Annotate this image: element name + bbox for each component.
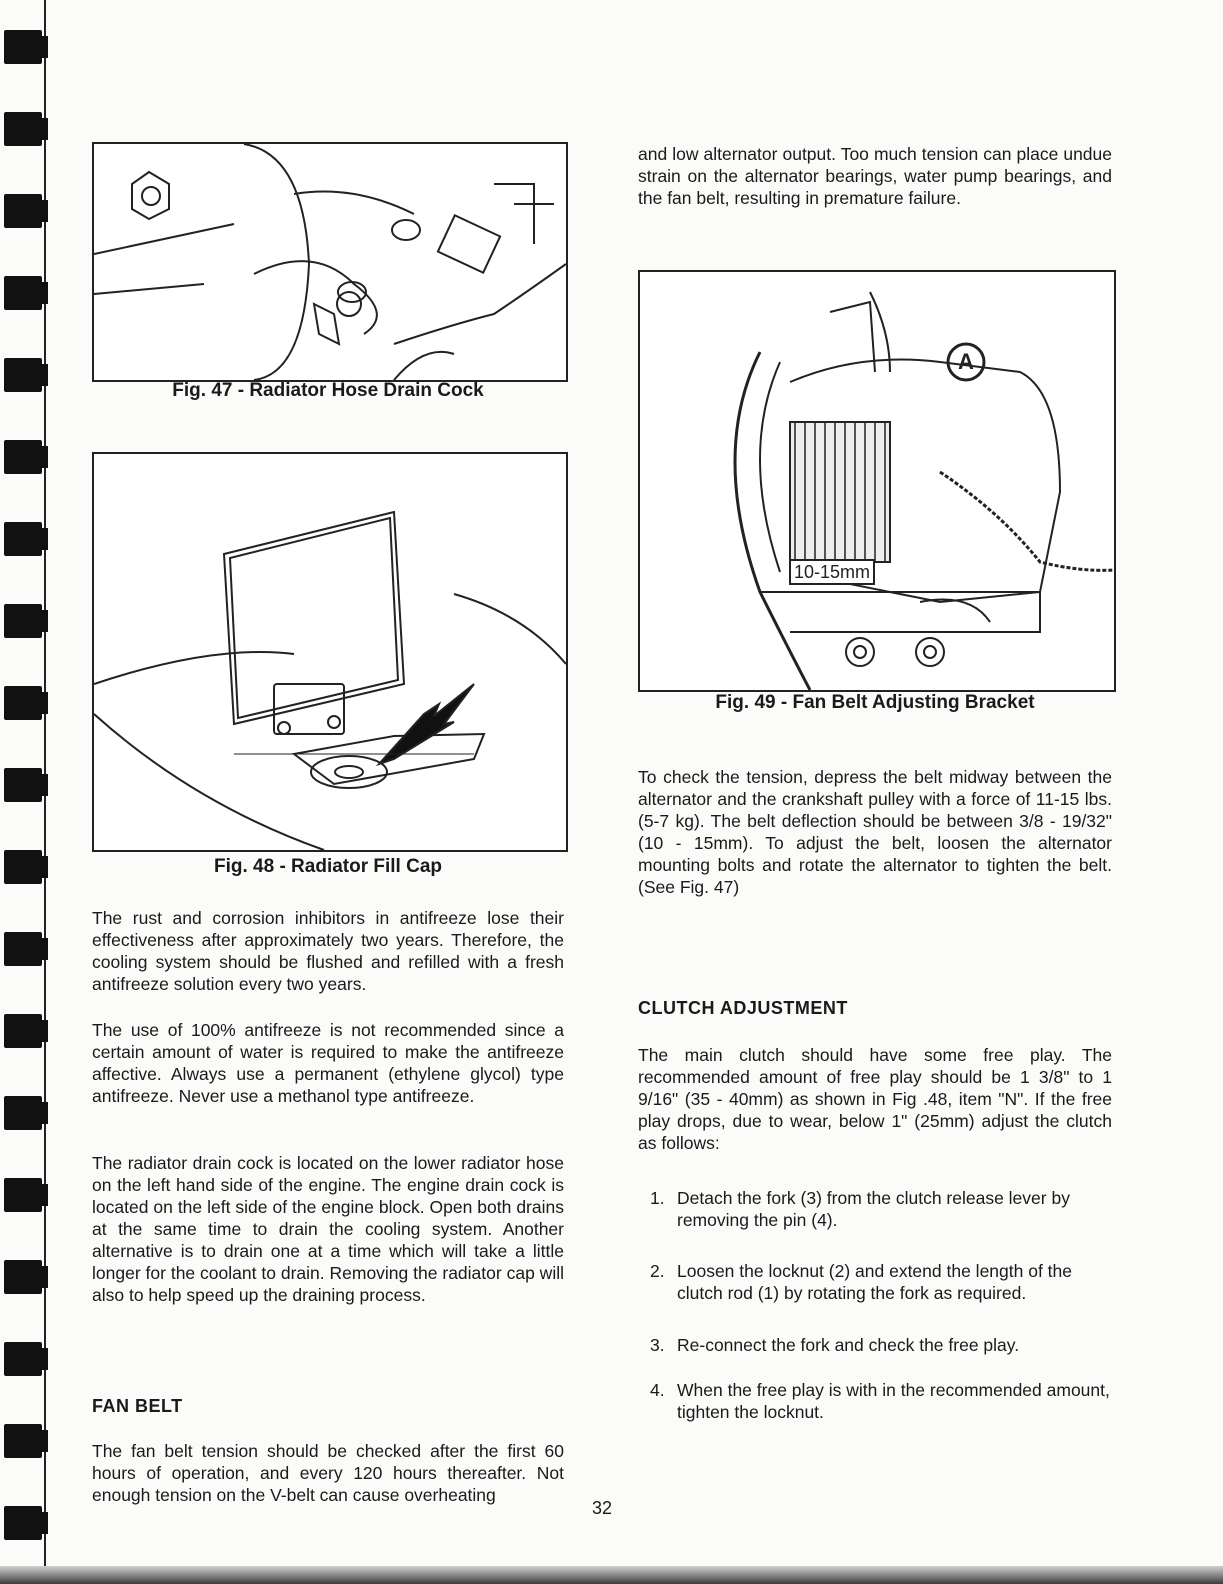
heading-clutch-adjustment: CLUTCH ADJUSTMENT (638, 998, 848, 1018)
paragraph-alternator-output: and low alternator output. Too much tension can place undue strain on the alternator bearings, water pump bearings, and the fan belt, resulting in premature failure. (638, 144, 1112, 208)
paragraph-fan-belt: The fan belt tension should be checked after the first 60 hours of operation, and every 120 hours thereafter. Not enough tension on the V-belt can cause overheating (92, 1441, 564, 1505)
figure-48-illustration (92, 452, 568, 852)
fig49-label-dim: 10-15mm (794, 562, 871, 582)
page-number: 32 (592, 1498, 613, 1518)
fig49-label-a: A (958, 349, 974, 374)
paragraph-antifreeze-inhibitors: The rust and corrosion inhibitors in antifreeze lose their effectiveness after approximately two years. Therefore, the cooling system should be flushed and refilled with a fresh antifreeze solution every two years. (92, 908, 564, 994)
figure-47-illustration (92, 142, 568, 382)
spiral-binding (0, 0, 62, 1584)
figure-47-caption: Fig. 47 - Radiator Hose Drain Cock (172, 380, 484, 401)
figure-49-illustration (638, 270, 1116, 692)
paragraph-drain-cock: The radiator drain cock is located on the lower radiator hose on the left hand side of the engine. The engine drain cock is located on the left side of the engine block. Open both drains at the same time to drain the cooling system. Another alternative is to drain one at a time which will take a little longer for the coolant to drain. Removing the radiator cap will also to help speed up the draining process. (92, 1153, 564, 1305)
paragraph-clutch-free-play: The main clutch should have some free play. The recommended amount of free play should be 1 3/8" to 1 9/16" (35 - 40mm) as shown in Fig .48, item "N". If the free play drops, due to wear, below 1" (25mm) adjust the clutch as follows: (638, 1045, 1112, 1153)
page-bottom-edge (0, 1566, 1223, 1584)
heading-fan-belt: FAN BELT (92, 1396, 183, 1416)
figure-49-caption: Fig. 49 - Fan Belt Adjusting Bracket (715, 692, 1035, 713)
figure-48-caption: Fig. 48 - Radiator Fill Cap (213, 856, 443, 877)
paragraph-antifreeze-concentration: The use of 100% antifreeze is not recommended since a certain amount of water is required to make the antifreeze affective. Always use a permanent (ethylene glycol) type antifreeze. Never use a methanol type antifreeze. (92, 1020, 564, 1106)
paragraph-belt-tension: To check the tension, depress the belt midway between the alternator and the crankshaft pulley with a force of 11-15 lbs. (5-7 kg). The belt deflection should be between 3/8 - 19/32" (10 - 15mm). To adjust the belt, loosen the alternator mounting bolts and rotate the alternator to tighten the belt. (See Fig. 47) (638, 767, 1112, 897)
